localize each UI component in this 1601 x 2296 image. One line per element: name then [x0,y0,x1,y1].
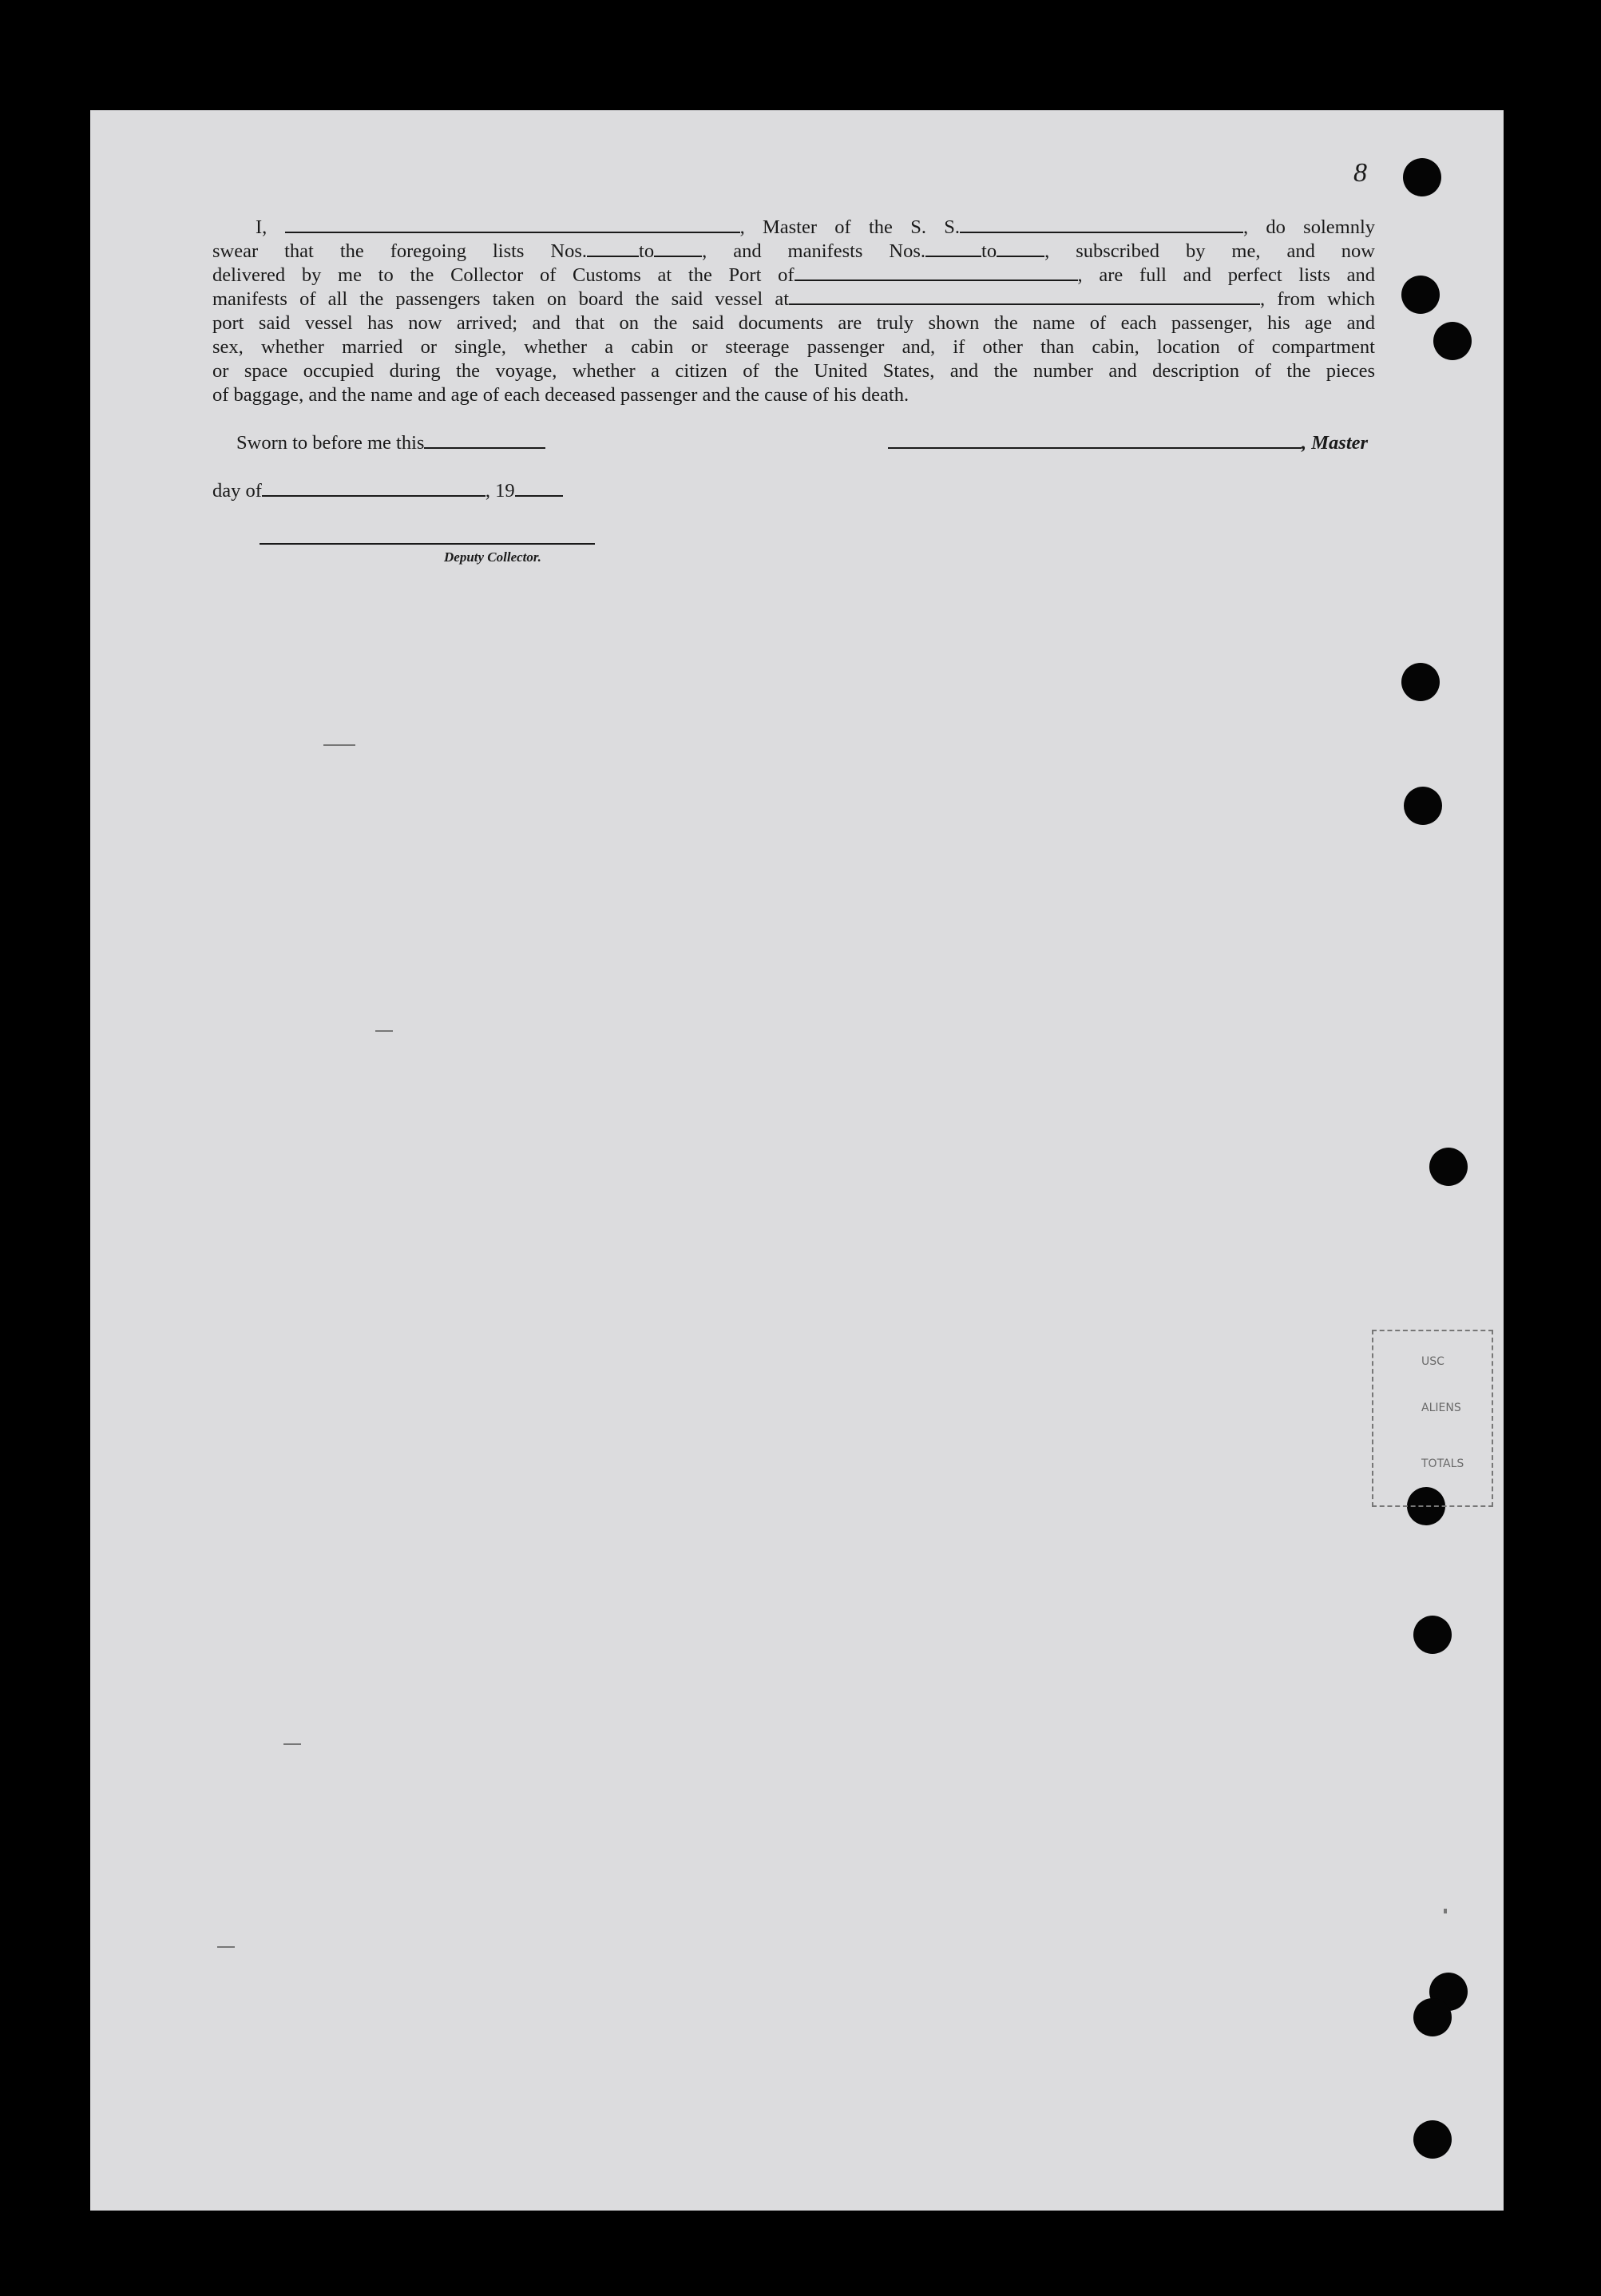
scan-speck [217,1946,235,1948]
oath-text: to [639,240,655,262]
punch-hole [1401,276,1440,314]
oath-text: , are full and perfect lists and [1077,264,1375,286]
master-signature-line [888,431,1368,454]
punch-hole [1429,1148,1468,1186]
sworn-date-blank[interactable] [424,431,545,449]
master-name-blank[interactable] [285,216,740,233]
oath-line-2 [212,240,1375,264]
faded-stamp [1372,1330,1493,1507]
punch-hole [1413,1998,1452,2036]
punch-hole [1413,1616,1452,1654]
year-blank[interactable] [515,479,563,497]
oath-text: , and manifests Nos. [702,240,926,262]
port-blank[interactable] [795,264,1078,281]
oath-line-3 [212,264,1375,287]
master-label: , Master [1302,432,1369,454]
oath-text: delivered by me to the Collector of Customs at the Port of [212,264,795,286]
oath-text: swear that the foregoing lists Nos. [212,240,588,262]
year-prefix: , 19 [485,480,515,502]
sworn-label: Sworn to before me this [236,432,425,454]
embark-port-blank[interactable] [789,287,1260,305]
oath-line-8: of baggage, and the name and age of each deceased passenger and the cause of his death. [212,384,909,406]
scan-speck [1444,1909,1447,1913]
punch-hole [1413,2120,1452,2159]
stamp-text: ALIENS [1421,1402,1461,1414]
oath-line-1 [212,216,1375,240]
oath-text: I, [256,216,267,238]
oath-text: , subscribed by me, and now [1044,240,1375,262]
oath-text: , Master of the S. S. [739,216,960,238]
form-sheet [90,110,1504,2211]
ship-name-blank[interactable] [960,216,1243,233]
manifests-to-blank[interactable] [997,240,1044,257]
manifests-from-blank[interactable] [925,240,981,257]
oath-text: manifests of all the passengers taken on board the said vessel at [212,288,790,310]
lists-to-blank[interactable] [654,240,702,257]
sworn-line [236,431,545,454]
master-signature-blank[interactable] [888,431,1302,449]
day-line [212,479,563,502]
punch-hole [1404,787,1442,825]
punch-hole [1401,663,1440,701]
month-blank[interactable] [262,479,485,497]
oath-text: , from which [1260,288,1375,310]
deputy-collector-label: Deputy Collector. [444,549,541,565]
punch-hole [1403,158,1441,196]
stamp-text: TOTALS [1421,1457,1464,1470]
stamp-text: USC [1421,1355,1444,1368]
oath-line-6: sex, whether married or single, whether a cabin or steerage passenger and, if other than cabin, location of compartment [212,336,1375,358]
day-label: day of [212,480,262,502]
oath-line-4 [212,287,1375,311]
oath-line-5: port said vessel has now arrived; and that on the said documents are truly shown the name of each passenger, his age and [212,312,1375,334]
oath-text: , do solemnly [1242,216,1375,238]
page-number-mark: 8 [1353,158,1367,188]
oath-line-7: or space occupied during the voyage, whether a citizen of the United States, and the number and description of the pieces [212,360,1375,382]
lists-from-blank[interactable] [587,240,639,257]
punch-hole [1433,322,1472,360]
oath-paragraph [212,216,1375,407]
scan-speck [375,1030,393,1032]
scan-speck [323,744,355,746]
scan-speck [283,1743,301,1745]
deputy-signature-blank[interactable] [260,543,595,545]
oath-text: to [981,240,997,262]
